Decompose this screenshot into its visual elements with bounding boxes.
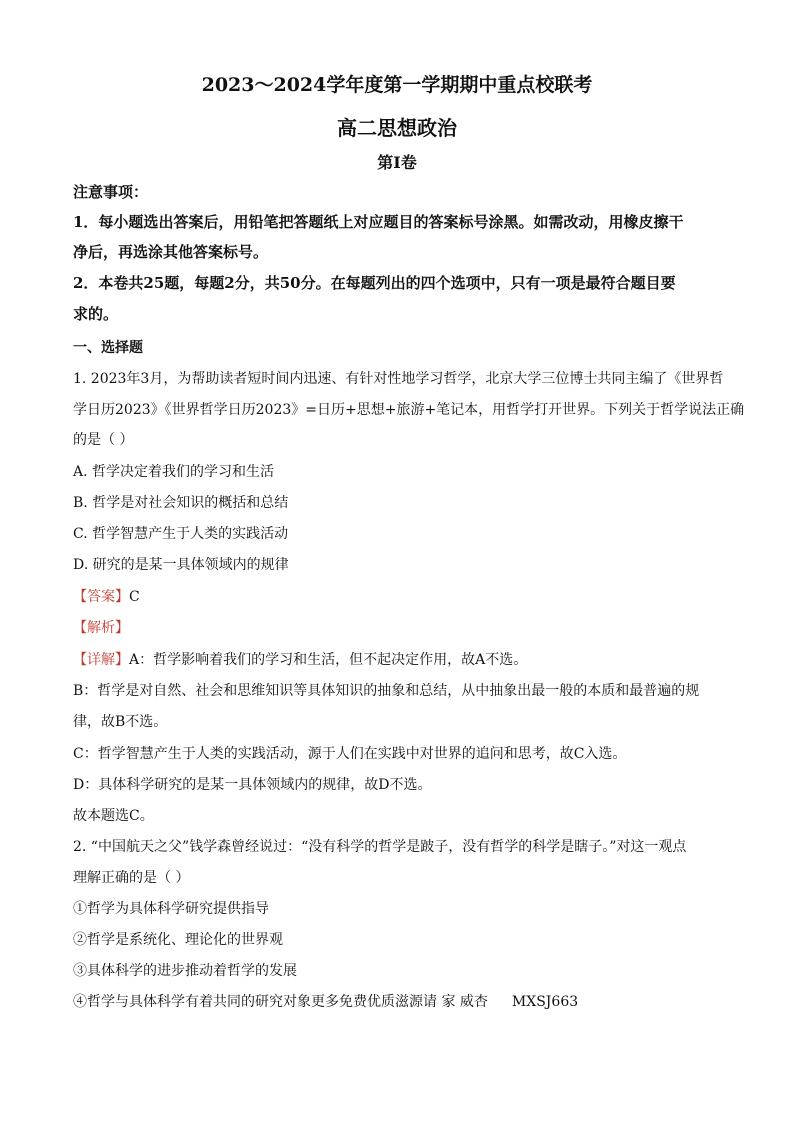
q1-detail-c: C：哲学智慧产生于人类的实践活动，源于人们在实践中对世界的追问和思考，故C入选。 — [73, 746, 627, 762]
q1-option-b: B. 哲学是对社会知识的概括和总结 — [73, 495, 289, 511]
answer-tag: 【答案】 — [73, 589, 129, 605]
q1-analysis — [73, 618, 129, 638]
q1-stem-line-3: 的是（ ） — [73, 432, 134, 448]
detail-a-text: A：哲学影响着我们的学习和生活，但不起决定作用，故A不选。 — [129, 652, 528, 668]
watermark-code: MXSJ663 — [511, 994, 579, 1010]
q1-detail-b-line-1: B：哲学是对自然、社会和思维知识等具体知识的抽象和总结，从中抽象出最一般的本质和最普遍的规 — [73, 683, 700, 699]
exam-title: 2023～2024学年度第一学期期中重点校联考 — [201, 74, 593, 96]
q1-detail-a — [73, 650, 527, 670]
q1-answer — [73, 587, 140, 607]
notice-item-1-line-2: 净后，再选涂其他答案标号。 — [73, 243, 269, 261]
q2-stem-line-2: 理解正确的是（ ） — [73, 870, 190, 886]
notice-item-2-line-2: 求的。 — [73, 305, 119, 323]
q1-detail-d: D：具体科学研究的是某一具体领域内的规律，故D不选。 — [73, 777, 432, 793]
section-heading: 一、选择题 — [73, 340, 143, 356]
q2-option-1: ①哲学为具体科学研究提供指导 — [73, 901, 269, 917]
q1-stem-line-1: 1. 2023年3月，为帮助读者短时间内迅速、有针对性地学习哲学，北京大学三位博士共同主编了《世界哲 — [73, 371, 724, 387]
q1-stem-line-2: 学日历2023》《世界哲学日历2023》=日历+思想+旅游+笔记本，用哲学打开世界。下列关于哲学说法正确 — [73, 402, 745, 418]
volume-label: 第Ⅰ卷 — [377, 153, 417, 172]
q2-option-2: ②哲学是系统化、理论化的世界观 — [73, 932, 283, 948]
answer-value: C — [129, 589, 140, 605]
q1-detail-b-line-2: 律，故B不选。 — [73, 714, 168, 730]
analysis-tag: 【解析】 — [73, 620, 129, 636]
q2-option-3: ③具体科学的进步推动着哲学的发展 — [73, 963, 297, 979]
notice-item-1-line-1: 1．每小题选出答案后，用铅笔把答题纸上对应题目的答案标号涂黑。如需改动，用橡皮擦干 — [73, 213, 684, 231]
q1-option-d: D. 研究的是某一具体领域内的规律 — [73, 557, 289, 573]
q2-option-4-text: ④哲学与具体科学有着共同的研究对象更多免费优质滋源请 家 威杏 — [73, 994, 488, 1010]
q1-conclusion: 故本题选C。 — [73, 808, 154, 824]
q2-stem-line-1: 2. “中国航天之父”钱学森曾经说过：“没有科学的哲学是跛子，没有哲学的科学是瞎子。”对这一观点 — [73, 839, 687, 855]
notice-heading: 注意事项： — [73, 183, 149, 201]
q2-option-4 — [73, 992, 578, 1012]
q1-option-c: C. 哲学智慧产生于人类的实践活动 — [73, 526, 289, 542]
notice-item-2-line-1: 2．本卷共25题，每题2分，共50分。在每题列出的四个选项中，只有一项是最符合题目要 — [73, 274, 676, 292]
q1-option-a: A. 哲学决定着我们的学习和生活 — [73, 464, 275, 480]
detail-tag: 【详解】 — [73, 652, 129, 668]
subject-title: 高二思想政治 — [337, 116, 457, 140]
